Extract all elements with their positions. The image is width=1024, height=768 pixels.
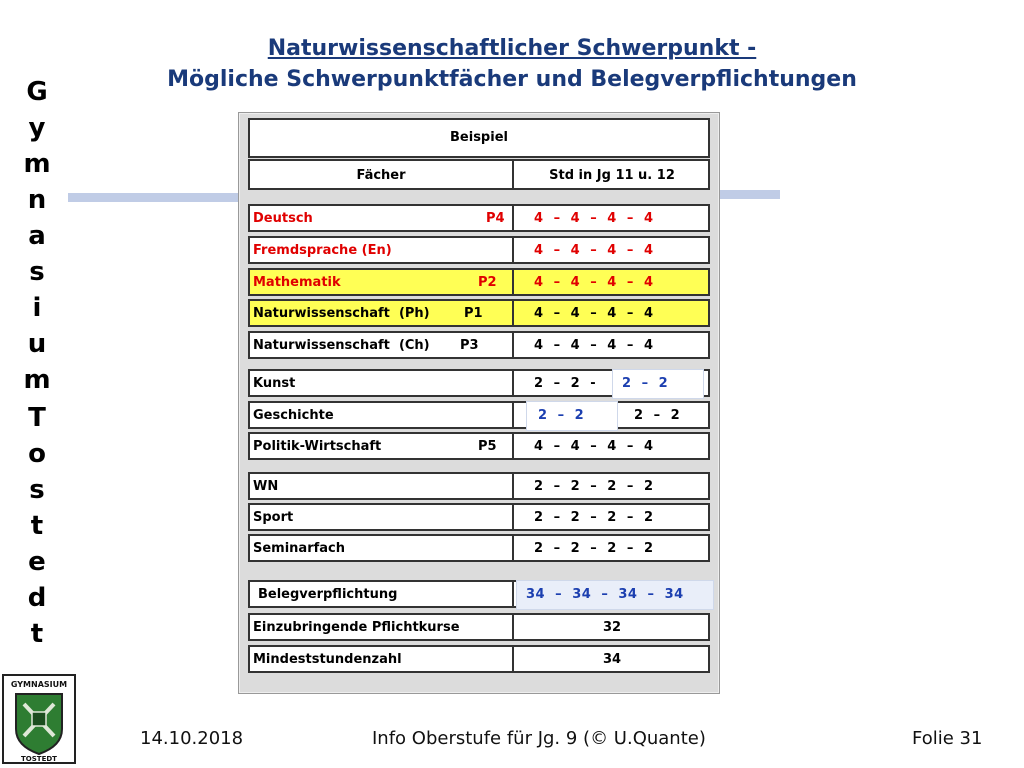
table-header-cell bbox=[250, 120, 708, 156]
subject-label: Belegverpflichtung bbox=[258, 587, 398, 602]
hours-value: 2 – 2 – 2 – 2 bbox=[534, 541, 654, 556]
table-row bbox=[248, 432, 710, 460]
vertical-letter: m bbox=[23, 365, 51, 395]
hours-value: 34 – 34 – 34 – 34 bbox=[526, 587, 684, 602]
table-row bbox=[248, 299, 710, 327]
vertical-letter: n bbox=[27, 185, 47, 215]
slide-title-line1: Naturwissenschaftlicher Schwerpunkt - bbox=[267, 36, 757, 61]
hours-cell bbox=[516, 582, 708, 606]
subject-cell bbox=[250, 270, 514, 294]
table-header-row bbox=[248, 118, 710, 158]
footer-slide-number: Folie 31 bbox=[912, 728, 983, 749]
table-row bbox=[248, 369, 710, 397]
slide-title-line2: Mögliche Schwerpunktfächer und Belegverpflichtungen bbox=[167, 67, 857, 92]
vertical-letter: T bbox=[28, 403, 46, 433]
hours-cell bbox=[516, 238, 708, 262]
hours-cell bbox=[516, 615, 708, 639]
vertical-letter: u bbox=[27, 329, 47, 359]
subject-label: Deutsch bbox=[253, 211, 313, 226]
column-header-hours-label: Std in Jg 11 u. 12 bbox=[549, 168, 675, 183]
table-row bbox=[248, 503, 710, 531]
column-header-subject bbox=[250, 161, 514, 188]
subject-label: WN bbox=[253, 479, 279, 494]
hours-value-b: 2 – 2 bbox=[622, 376, 669, 391]
subject-label: Seminarfach bbox=[253, 541, 346, 556]
logo-text-bottom: TOSTEDT bbox=[21, 755, 57, 763]
hours-value-b: 2 – 2 bbox=[634, 408, 681, 423]
hours-value: 4 – 4 – 4 – 4 bbox=[534, 211, 654, 226]
table-row bbox=[248, 472, 710, 500]
subject-label: Naturwissenschaft (Ph) bbox=[253, 306, 430, 321]
hours-cell bbox=[516, 403, 708, 427]
p-tag: P2 bbox=[478, 275, 497, 290]
vertical-letter: y bbox=[28, 113, 46, 143]
subject-cell bbox=[250, 647, 514, 671]
decorative-bar-left bbox=[68, 193, 240, 202]
table-row bbox=[248, 534, 710, 562]
subject-cell bbox=[250, 301, 514, 325]
vertical-letter: t bbox=[30, 619, 44, 649]
vertical-letter: a bbox=[28, 221, 46, 251]
footer-info: Info Oberstufe für Jg. 9 (© U.Quante) bbox=[372, 728, 706, 749]
hours-value: 4 – 4 – 4 – 4 bbox=[534, 275, 654, 290]
subject-cell bbox=[250, 505, 514, 529]
hours-cell bbox=[516, 647, 708, 671]
hours-value: 4 – 4 – 4 – 4 bbox=[534, 306, 654, 321]
hours-cell bbox=[516, 371, 708, 395]
table-row bbox=[248, 580, 710, 608]
p-tag: P5 bbox=[478, 439, 497, 454]
subject-label: Fremdsprache (En) bbox=[253, 243, 392, 258]
column-header-hours bbox=[516, 161, 708, 188]
table-row bbox=[248, 236, 710, 264]
subject-label: Sport bbox=[253, 510, 294, 525]
subject-cell bbox=[250, 333, 514, 357]
vertical-letter: e bbox=[28, 547, 46, 577]
subject-cell bbox=[250, 403, 514, 427]
hours-value-a: 2 – 2 bbox=[538, 408, 585, 423]
logo-text-top: GYMNASIUM bbox=[10, 680, 68, 689]
table-header-label: Beispiel bbox=[450, 130, 508, 145]
subject-cell bbox=[250, 474, 514, 498]
hours-cell bbox=[516, 434, 708, 458]
hours-value: 32 bbox=[602, 620, 622, 635]
subject-cell bbox=[250, 536, 514, 560]
subject-cell bbox=[250, 434, 514, 458]
column-header-subject-label: Fächer bbox=[356, 168, 406, 183]
table-row bbox=[248, 204, 710, 232]
subject-label: Einzubringende Pflichtkurse bbox=[253, 620, 460, 635]
hours-cell bbox=[516, 474, 708, 498]
vertical-letter: m bbox=[23, 149, 51, 179]
subject-label: Geschichte bbox=[253, 408, 334, 423]
subject-cell bbox=[250, 371, 514, 395]
column-header-row bbox=[248, 159, 710, 190]
table-row bbox=[248, 268, 710, 296]
vertical-word-tostedt bbox=[0, 400, 74, 652]
p-tag: P1 bbox=[464, 306, 483, 321]
vertical-word-gymnasium bbox=[0, 74, 74, 398]
table-row bbox=[248, 613, 710, 641]
hours-value: 34 bbox=[602, 652, 622, 667]
decorative-bar-right bbox=[716, 190, 780, 199]
school-crest-icon bbox=[2, 674, 76, 764]
hours-value-a: 2 – 2 - bbox=[534, 376, 597, 391]
table-row bbox=[248, 645, 710, 673]
hours-cell bbox=[516, 333, 708, 357]
vertical-letter: s bbox=[29, 475, 45, 505]
subject-cell bbox=[250, 582, 514, 606]
subject-cell bbox=[250, 615, 514, 639]
subject-cell bbox=[250, 238, 514, 262]
table-row bbox=[248, 401, 710, 429]
subject-cell bbox=[250, 206, 514, 230]
vertical-letter: G bbox=[26, 77, 48, 107]
subject-label: Kunst bbox=[253, 376, 296, 391]
hours-cell bbox=[516, 505, 708, 529]
hours-value: 4 – 4 – 4 – 4 bbox=[534, 243, 654, 258]
hours-cell bbox=[516, 536, 708, 560]
hours-cell bbox=[516, 206, 708, 230]
hours-value: 2 – 2 – 2 – 2 bbox=[534, 479, 654, 494]
hours-value: 4 – 4 – 4 – 4 bbox=[534, 338, 654, 353]
subject-label: Naturwissenschaft (Ch) bbox=[253, 338, 430, 353]
table-row bbox=[248, 331, 710, 359]
vertical-letter: d bbox=[27, 583, 47, 613]
hours-cell bbox=[516, 270, 708, 294]
vertical-letter: t bbox=[30, 511, 44, 541]
hours-value: 2 – 2 – 2 – 2 bbox=[534, 510, 654, 525]
vertical-letter: i bbox=[32, 293, 42, 323]
p-tag: P4 bbox=[486, 211, 505, 226]
hours-value: 4 – 4 – 4 – 4 bbox=[534, 439, 654, 454]
footer-date: 14.10.2018 bbox=[140, 728, 244, 749]
subject-label: Mathematik bbox=[253, 275, 341, 290]
vertical-letter: o bbox=[28, 439, 46, 469]
subject-label: Politik-Wirtschaft bbox=[253, 439, 382, 454]
hours-cell bbox=[516, 301, 708, 325]
p-tag: P3 bbox=[460, 338, 479, 353]
subject-label: Mindeststundenzahl bbox=[253, 652, 402, 667]
vertical-letter: s bbox=[29, 257, 45, 287]
